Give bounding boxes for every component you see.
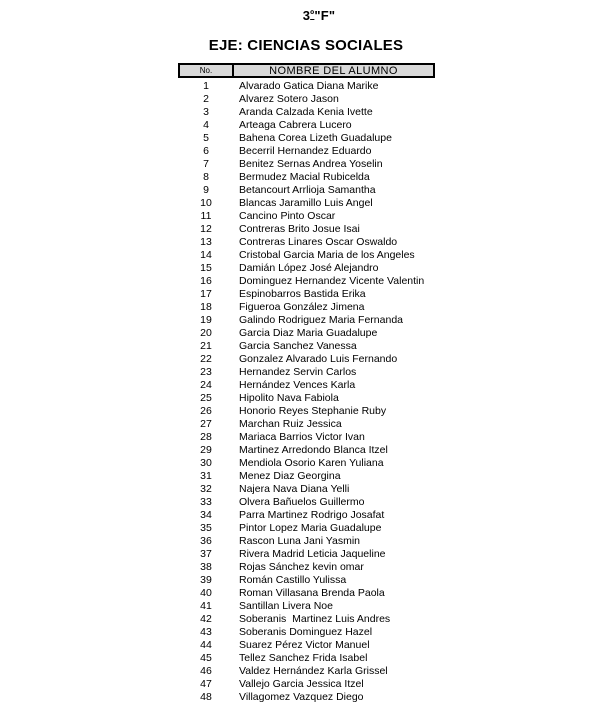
table-row [178, 639, 435, 652]
table-row [178, 678, 435, 691]
table-row [178, 340, 435, 353]
table-row [178, 457, 435, 470]
table-row [178, 327, 435, 340]
table-row [178, 665, 435, 678]
student-name: Valdez Hernández Karla Grissel [239, 665, 388, 677]
student-number: 32 [200, 483, 212, 495]
student-name: Cancino Pinto Oscar [239, 210, 336, 222]
table-row [178, 509, 435, 522]
student-number: 4 [203, 119, 209, 131]
student-number: 21 [200, 340, 212, 352]
student-number: 9 [203, 184, 209, 196]
student-number: 14 [200, 249, 212, 261]
table-row [178, 106, 435, 119]
student-name: Tellez Sanchez Frida Isabel [239, 652, 368, 664]
table-row [178, 249, 435, 262]
student-number: 26 [200, 405, 212, 417]
student-number: 11 [200, 210, 212, 222]
table-row [178, 288, 435, 301]
student-number: 25 [200, 392, 212, 404]
table-row [178, 405, 435, 418]
student-number: 12 [200, 223, 212, 235]
student-name: Figueroa González Jimena [239, 301, 365, 313]
student-number: 7 [203, 158, 209, 170]
student-number: 35 [200, 522, 212, 534]
table-row [178, 652, 435, 665]
column-header-name: NOMBRE DEL ALUMNO [269, 64, 398, 77]
student-number: 42 [200, 613, 212, 625]
table-row [178, 444, 435, 457]
table-row [178, 392, 435, 405]
table-row [178, 691, 435, 704]
student-number: 45 [200, 652, 212, 664]
table-row [178, 535, 435, 548]
student-number: 2 [203, 93, 209, 105]
student-number: 30 [200, 457, 212, 469]
table-row [178, 314, 435, 327]
table-header-row [178, 63, 435, 78]
table-row [178, 600, 435, 613]
student-name: Hernandez Servin Carlos [239, 366, 357, 378]
grade-number: 3 [302, 8, 311, 23]
student-number: 43 [200, 626, 212, 638]
student-number: 10 [200, 197, 212, 209]
table-row [178, 470, 435, 483]
student-number: 31 [200, 470, 212, 482]
table-row [178, 80, 435, 93]
student-name: Soberanis Martinez Luis Andres [239, 613, 391, 625]
student-number: 40 [200, 587, 212, 599]
student-name: Cristobal Garcia Maria de los Angeles [239, 249, 415, 261]
table-row [178, 587, 435, 600]
student-name: Soberanis Dominguez Hazel [239, 626, 373, 638]
student-name: Mariaca Barrios Victor Ivan [239, 431, 365, 443]
table-row [178, 613, 435, 626]
student-name: Alvarado Gatica Diana Marike [239, 80, 379, 92]
student-name: Olvera Bañuelos Guillermo [239, 496, 365, 508]
table-row [178, 418, 435, 431]
student-number: 27 [200, 418, 212, 430]
table-row [178, 522, 435, 535]
student-name: Contreras Brito Josue Isai [239, 223, 360, 235]
student-number: 36 [200, 535, 212, 547]
table-row [178, 184, 435, 197]
student-name: Gonzalez Alvarado Luis Fernando [239, 353, 398, 365]
student-name: Román Castillo Yulissa [239, 574, 347, 586]
student-number: 44 [200, 639, 212, 651]
student-name: Garcia Sanchez Vanessa [239, 340, 357, 352]
student-number: 15 [200, 262, 212, 274]
table-row [178, 301, 435, 314]
student-name: Damián López José Alejandro [239, 262, 379, 274]
student-number: 46 [200, 665, 212, 677]
student-name: Hernández Vences Karla [239, 379, 356, 391]
student-number: 41 [200, 600, 212, 612]
student-name: Hipolito Nava Fabiola [239, 392, 339, 404]
table-row [178, 132, 435, 145]
student-name: Rojas Sánchez kevin omar [239, 561, 364, 573]
table-row [178, 353, 435, 366]
student-name: Vallejo Garcia Jessica Itzel [239, 678, 364, 690]
student-name: Alvarez Sotero Jason [239, 93, 339, 105]
student-name: Contreras Linares Oscar Oswaldo [239, 236, 398, 248]
grade-ordinal-indicator: º [310, 9, 315, 21]
student-name: Martinez Arredondo Blanca Itzel [239, 444, 388, 456]
table-row [178, 223, 435, 236]
student-number: 39 [200, 574, 212, 586]
table-row [178, 626, 435, 639]
page-title [0, 8, 612, 23]
student-name: Galindo Rodriguez Maria Fernanda [239, 314, 404, 326]
table-row [178, 119, 435, 132]
page-subtitle: EJE: CIENCIAS SOCIALES [208, 37, 404, 54]
student-number: 13 [200, 236, 212, 248]
student-number: 24 [200, 379, 212, 391]
student-name: Betancourt Arrlioja Samantha [239, 184, 376, 196]
table-row [178, 548, 435, 561]
table-row [178, 145, 435, 158]
table-row [178, 210, 435, 223]
student-number: 38 [200, 561, 212, 573]
student-number: 28 [200, 431, 212, 443]
student-name: Rivera Madrid Leticia Jaqueline [239, 548, 386, 560]
table-body [178, 80, 435, 704]
student-name: Arteaga Cabrera Lucero [239, 119, 352, 131]
student-number: 33 [200, 496, 212, 508]
student-number: 16 [200, 275, 212, 287]
student-name: Honorio Reyes Stephanie Ruby [239, 405, 387, 417]
table-row [178, 158, 435, 171]
student-number: 47 [200, 678, 212, 690]
table-row [178, 171, 435, 184]
student-name: Villagomez Vazquez Diego [239, 691, 364, 703]
student-name: Bahena Corea Lizeth Guadalupe [239, 132, 392, 144]
table-row [178, 366, 435, 379]
student-name: Suarez Pérez Victor Manuel [239, 639, 370, 651]
student-number: 23 [200, 366, 212, 378]
student-name: Santillan Livera Noe [239, 600, 333, 612]
student-number: 8 [203, 171, 209, 183]
student-name: Espinobarros Bastida Erika [239, 288, 366, 300]
student-name: Aranda Calzada Kenia Ivette [239, 106, 373, 118]
student-name: Bermudez Macial Rubicelda [239, 171, 370, 183]
table-row [178, 379, 435, 392]
student-number: 29 [200, 444, 212, 456]
student-name: Benitez Sernas Andrea Yoselin [239, 158, 383, 170]
student-name: Pintor Lopez Maria Guadalupe [239, 522, 382, 534]
table-row [178, 574, 435, 587]
table-row [178, 496, 435, 509]
student-number: 20 [200, 327, 212, 339]
student-name: Marchan Ruiz Jessica [239, 418, 342, 430]
student-table [178, 63, 435, 704]
student-name: Rascon Luna Jani Yasmin [239, 535, 361, 547]
table-row [178, 262, 435, 275]
table-row [178, 483, 435, 496]
table-row [178, 93, 435, 106]
student-name: Menez Diaz Georgina [239, 470, 341, 482]
student-number: 17 [200, 288, 212, 300]
table-row [178, 275, 435, 288]
student-name: Garcia Diaz Maria Guadalupe [239, 327, 378, 339]
column-header-number: No. [180, 65, 234, 76]
student-number: 34 [200, 509, 212, 521]
table-row [178, 561, 435, 574]
student-name: Mendiola Osorio Karen Yuliana [239, 457, 384, 469]
student-number: 19 [200, 314, 212, 326]
student-number: 22 [200, 353, 212, 365]
student-name: Blancas Jaramillo Luis Angel [239, 197, 373, 209]
student-number: 1 [203, 80, 209, 92]
table-row [178, 431, 435, 444]
table-row [178, 236, 435, 249]
student-name: Dominguez Hernandez Vicente Valentin [239, 275, 425, 287]
student-number: 3 [203, 106, 209, 118]
student-name: Najera Nava Diana Yelli [239, 483, 350, 495]
student-number: 18 [200, 301, 212, 313]
grade-group-letter: "F" [314, 8, 336, 23]
student-number: 6 [203, 145, 209, 157]
student-number: 37 [200, 548, 212, 560]
student-name: Roman Villasana Brenda Paola [239, 587, 385, 599]
student-number: 48 [200, 691, 212, 703]
table-row [178, 197, 435, 210]
student-name: Parra Martinez Rodrigo Josafat [239, 509, 385, 521]
student-number: 5 [203, 132, 209, 144]
student-name: Becerril Hernandez Eduardo [239, 145, 372, 157]
